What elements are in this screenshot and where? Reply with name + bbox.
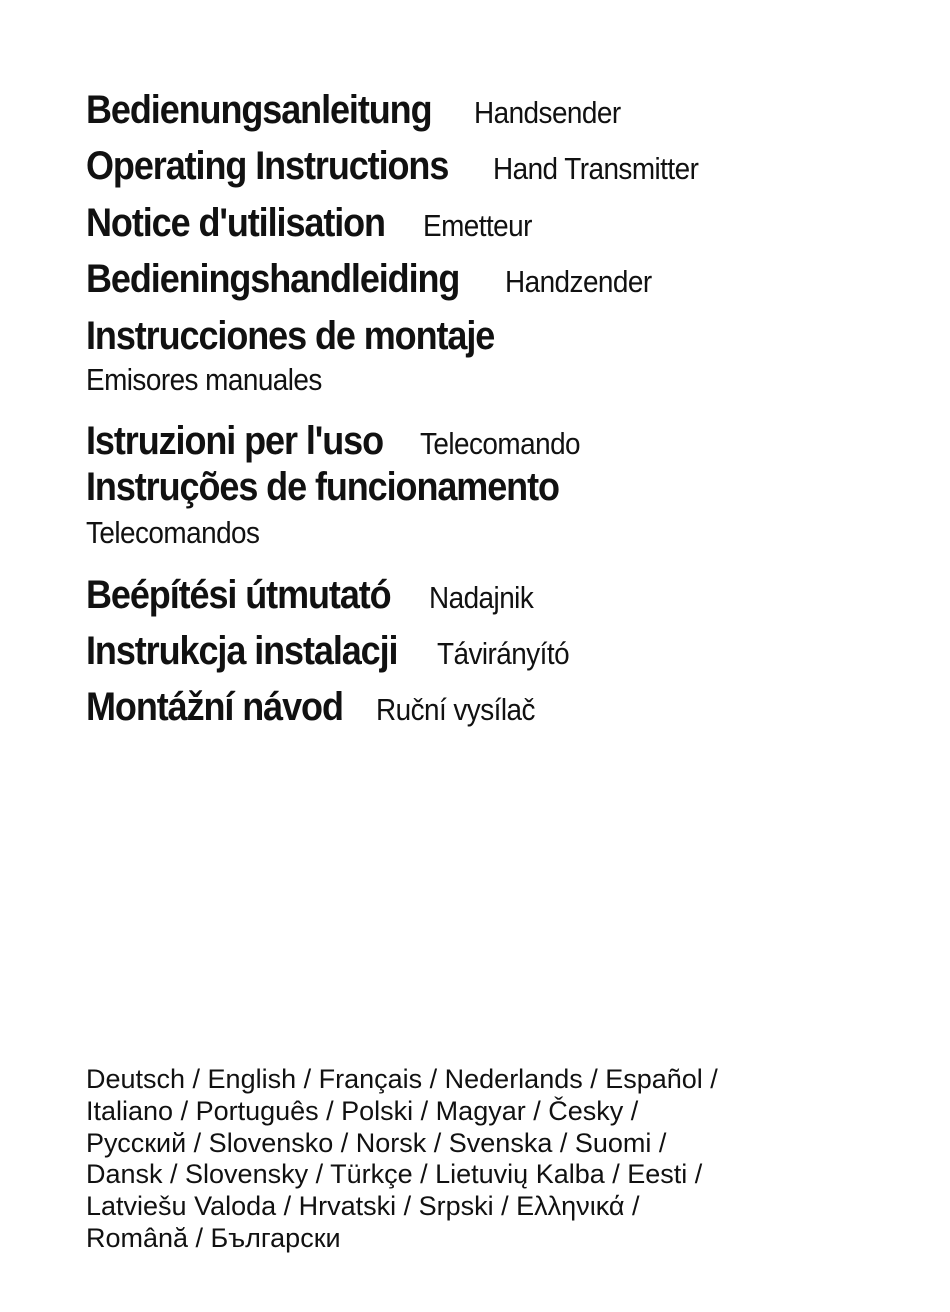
title-line-fr [86, 201, 906, 257]
title-subtitle: Telecomando [420, 426, 581, 461]
title-subtitle: Handsender [474, 95, 621, 130]
language-row: Dansk / Slovensky / Türkçe / Lietuvių Kalba / Eesti / [86, 1159, 703, 1190]
title-line-cz [86, 685, 906, 741]
title-line-pl [86, 629, 906, 685]
language-row: Русский / Slovensko / Norsk / Svenska / Suomi / [86, 1127, 667, 1158]
language-row: Deutsch / English / Français / Nederlands / Español / [86, 1064, 718, 1094]
title-bold: Bedieningshandleiding [86, 257, 460, 301]
title-subtitle: Ruční vysílač [375, 692, 535, 727]
title-line-pt-sub [86, 515, 906, 573]
language-row: Română / Български [86, 1222, 341, 1253]
title-line-de [86, 88, 906, 144]
title-subtitle: Handzender [505, 264, 652, 299]
title-bold: Operating Instructions [86, 144, 449, 188]
title-subtitle: Nadajnik [428, 580, 534, 615]
title-line-hu [86, 573, 906, 629]
title-bold: Notice d'utilisation [86, 201, 385, 245]
title-bold: Istruzioni per l'uso [86, 419, 383, 463]
title-subtitle: Hand Transmitter [492, 151, 699, 186]
title-subtitle: Telecomandos [86, 515, 260, 550]
title-line-nl [86, 257, 906, 314]
title-subtitle: Emetteur [422, 208, 532, 243]
title-bold: Beépítési útmutató [86, 573, 391, 617]
manual-titles [86, 88, 906, 741]
title-line-it [86, 419, 906, 465]
title-line-es-sub [86, 362, 906, 419]
title-line-es [86, 314, 906, 362]
title-subtitle: Távirányító [436, 636, 569, 671]
title-bold: Montážní návod [86, 685, 343, 729]
language-row: Italiano / Português / Polski / Magyar / Česky / [86, 1095, 639, 1126]
language-row: Latviešu Valoda / Hrvatski / Srpski / Ελληνικά / [86, 1191, 640, 1222]
title-subtitle: Emisores manuales [86, 362, 322, 397]
title-bold: Instrukcja instalacji [86, 629, 398, 673]
title-bold: Instruções de funcionamento [86, 465, 559, 509]
title-line-en [86, 144, 906, 201]
title-bold: Instrucciones de montaje [86, 314, 495, 358]
title-line-pt [86, 465, 906, 515]
language-list [86, 1064, 866, 1255]
title-bold: Bedienungsanleitung [86, 88, 432, 132]
